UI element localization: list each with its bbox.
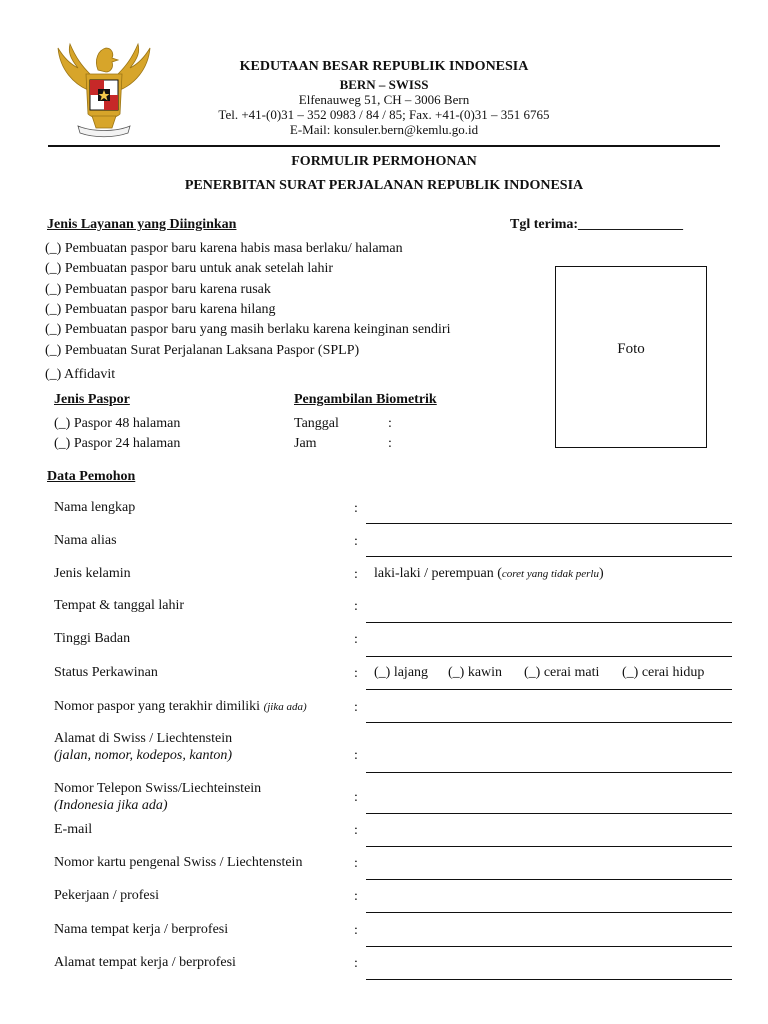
gender-note: coret yang tidak perlu	[501, 568, 599, 580]
phone-field[interactable]	[366, 813, 732, 814]
workplace-field[interactable]	[366, 946, 732, 947]
phone-note: (Indonesia jika ada)	[54, 798, 168, 813]
passport-type-heading: Jenis Paspor	[54, 392, 130, 407]
field-label-full-name: Nama lengkap	[54, 500, 136, 515]
embassy-email: E-Mail: konsuler.bern@kemlu.go.id	[289, 122, 479, 137]
field-label-id-card: Nomor kartu pengenal Swiss / Liechtenstein	[54, 855, 303, 870]
occupation-field[interactable]	[366, 912, 732, 913]
passport-option-24[interactable]: (_) Paspor 24 halaman	[54, 436, 181, 451]
marital-field-line	[366, 689, 732, 690]
field-label-workplace: Nama tempat kerja / berprofesi	[54, 922, 229, 937]
marital-option-single[interactable]: (_) lajang	[374, 665, 429, 680]
gender-value: laki-laki / perempuan (	[374, 566, 502, 581]
field-colon: :	[354, 534, 358, 549]
header-divider	[48, 145, 720, 147]
field-label-height: Tinggi Badan	[54, 631, 131, 646]
field-label-birth: Tempat & tanggal lahir	[54, 598, 185, 613]
field-label-last-passport	[54, 699, 307, 715]
field-label-marital: Status Perkawinan	[54, 665, 158, 680]
service-option[interactable]: (_) Pembuatan paspor baru karena rusak	[45, 282, 271, 297]
last-passport-label-text: Nomor paspor yang terakhir dimiliki	[54, 699, 261, 714]
service-option[interactable]: (_) Pembuatan paspor baru untuk anak setelah lahir	[45, 261, 334, 276]
service-option[interactable]: (_) Pembuatan paspor baru karena hilang	[45, 302, 276, 317]
field-label-address: Alamat di Swiss / Liechtenstein	[54, 731, 233, 746]
field-colon: :	[354, 856, 358, 871]
alias-field[interactable]	[366, 556, 732, 557]
applicant-heading: Data Pemohon	[47, 469, 136, 484]
field-label-gender: Jenis kelamin	[54, 566, 131, 581]
passport-option-48[interactable]: (_) Paspor 48 halaman	[54, 416, 181, 431]
biometric-date-colon: :	[388, 416, 392, 431]
field-colon: :	[354, 748, 358, 763]
biometric-date-label: Tanggal	[294, 416, 339, 431]
photo-label: Foto	[617, 341, 645, 357]
services-heading: Jenis Layanan yang Diinginkan	[47, 217, 237, 232]
address-field[interactable]	[366, 772, 732, 773]
field-colon: :	[354, 889, 358, 904]
field-colon: :	[354, 666, 358, 681]
marital-option-married[interactable]: (_) kawin	[448, 665, 503, 680]
address-note: (jalan, nomor, kodepos, kanton)	[54, 748, 233, 763]
last-passport-note: (jika ada)	[263, 701, 307, 713]
service-option[interactable]: (_) Affidavit	[45, 367, 116, 382]
form-title: FORMULIR PERMOHONAN	[291, 154, 477, 169]
field-label-alias: Nama alias	[54, 533, 117, 548]
field-colon: :	[354, 923, 358, 938]
biometric-heading: Pengambilan Biometrik	[294, 392, 437, 407]
field-label-phone: Nomor Telepon Swiss/Liechteinstein	[54, 781, 262, 796]
gender-options[interactable]	[374, 566, 604, 582]
photo-box	[555, 266, 707, 448]
height-field[interactable]	[366, 656, 732, 657]
full-name-field[interactable]	[366, 523, 732, 524]
field-colon: :	[354, 599, 358, 614]
field-colon: :	[354, 790, 358, 805]
last-passport-field[interactable]	[366, 722, 732, 723]
field-colon: :	[354, 632, 358, 647]
field-label-occupation: Pekerjaan / profesi	[54, 888, 159, 903]
embassy-city: BERN – SWISS	[339, 77, 429, 92]
field-colon: :	[354, 567, 358, 582]
form-subtitle: PENERBITAN SURAT PERJALANAN REPUBLIK INDONESIA	[184, 178, 584, 193]
field-colon: :	[354, 501, 358, 516]
service-option[interactable]: (_) Pembuatan Surat Perjalanan Laksana Paspor (SPLP)	[45, 343, 360, 358]
embassy-phone: Tel. +41-(0)31 – 352 0983 / 84 / 85; Fax. +41-(0)31 – 351 6765	[218, 107, 550, 122]
biometric-time-colon: :	[388, 436, 392, 451]
biometric-time-label: Jam	[294, 436, 317, 451]
service-option[interactable]: (_) Pembuatan paspor baru karena habis masa berlaku/ halaman	[45, 241, 403, 256]
gender-close: )	[598, 566, 604, 581]
work-address-field[interactable]	[366, 979, 732, 980]
email-field[interactable]	[366, 846, 732, 847]
service-option[interactable]: (_) Pembuatan paspor baru yang masih berlaku karena keinginan sendiri	[45, 322, 451, 337]
field-colon: :	[354, 700, 358, 715]
embassy-name: KEDUTAAN BESAR REPUBLIK INDONESIA	[239, 59, 529, 74]
received-date-label: Tgl terima:_______________	[510, 217, 684, 232]
field-colon: :	[354, 823, 358, 838]
marital-option-divorced[interactable]: (_) cerai hidup	[622, 665, 705, 680]
marital-option-widowed[interactable]: (_) cerai mati	[524, 665, 600, 680]
id-card-field[interactable]	[366, 879, 732, 880]
field-label-work-address: Alamat tempat kerja / berprofesi	[54, 955, 236, 970]
field-colon: :	[354, 956, 358, 971]
birth-field[interactable]	[366, 622, 732, 623]
embassy-address: Elfenauweg 51, CH – 3006 Bern	[298, 92, 470, 107]
field-label-email: E-mail	[54, 822, 93, 837]
